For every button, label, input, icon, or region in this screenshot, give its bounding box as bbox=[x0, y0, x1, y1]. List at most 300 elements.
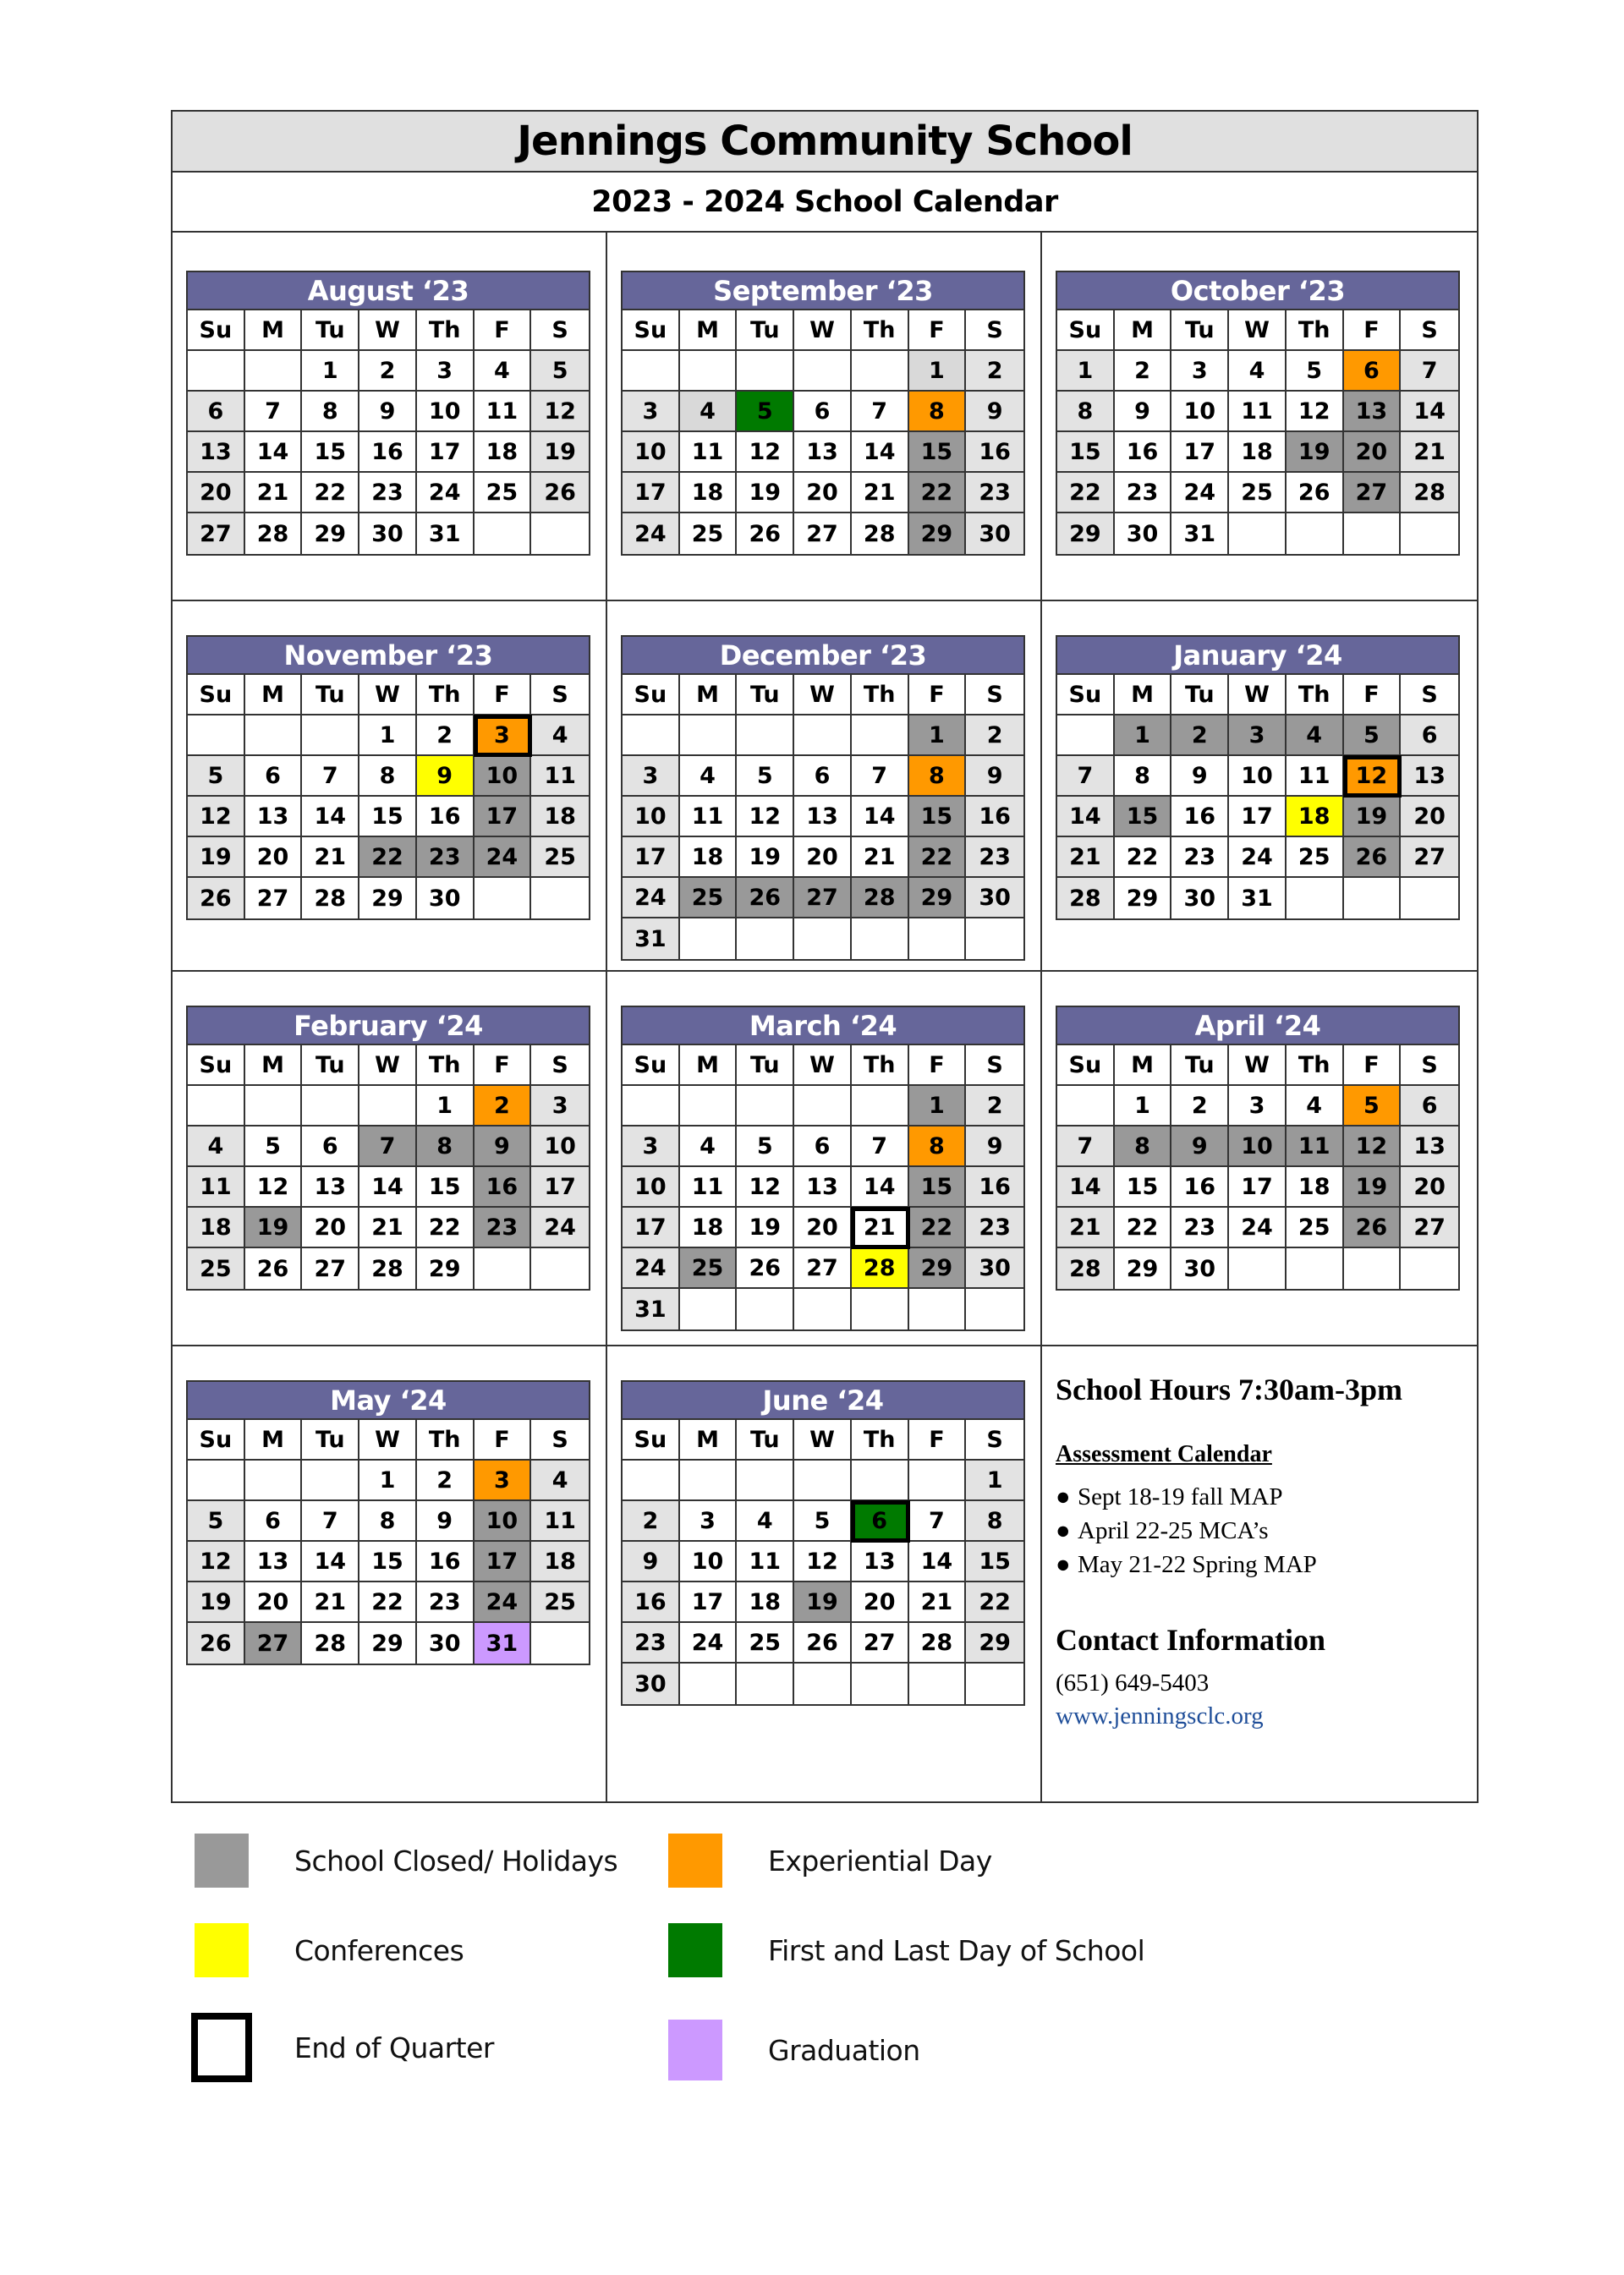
day-cell: 11 bbox=[680, 432, 738, 473]
day-cell: 16 bbox=[623, 1582, 680, 1623]
day-cell: 3 bbox=[1171, 351, 1229, 392]
empty-day-cell bbox=[737, 1086, 794, 1127]
day-cell: 1 bbox=[1115, 715, 1172, 756]
day-cell: 4 bbox=[475, 351, 532, 392]
weekday-header: Su bbox=[623, 310, 680, 351]
legend bbox=[195, 1834, 1210, 2087]
day-cell: 5 bbox=[188, 1501, 245, 1542]
weekday-header: M bbox=[1115, 310, 1172, 351]
day-cell: 27 bbox=[794, 1248, 852, 1289]
empty-day-cell bbox=[852, 351, 909, 392]
day-cell: 23 bbox=[966, 837, 1023, 878]
weekday-header: M bbox=[680, 1420, 738, 1461]
day-cell: 14 bbox=[852, 797, 909, 837]
day-cell: 26 bbox=[188, 878, 245, 918]
empty-day-cell bbox=[623, 351, 680, 392]
day-cell: 8 bbox=[417, 1127, 475, 1167]
day-grid bbox=[623, 310, 1023, 554]
day-cell: 10 bbox=[623, 797, 680, 837]
weekday-header: Tu bbox=[737, 1420, 794, 1461]
day-cell: 28 bbox=[852, 513, 909, 554]
day-cell: 13 bbox=[1401, 1127, 1458, 1167]
weekday-header: Th bbox=[417, 310, 475, 351]
day-cell: 12 bbox=[737, 432, 794, 473]
day-cell: 9 bbox=[359, 392, 417, 432]
day-cell: 24 bbox=[417, 473, 475, 513]
day-cell: 19 bbox=[737, 837, 794, 878]
day-cell: 29 bbox=[1115, 1248, 1172, 1289]
month-cell bbox=[173, 1346, 607, 1801]
day-cell: 30 bbox=[966, 878, 1023, 918]
day-cell: 27 bbox=[794, 513, 852, 554]
day-grid bbox=[1057, 1045, 1458, 1289]
empty-day-cell bbox=[852, 1086, 909, 1127]
day-cell: 14 bbox=[909, 1542, 967, 1582]
day-cell: 15 bbox=[909, 797, 967, 837]
empty-day-cell bbox=[1401, 878, 1458, 918]
weekday-header: Su bbox=[1057, 675, 1115, 715]
day-cell: 11 bbox=[680, 797, 738, 837]
day-cell: 6 bbox=[794, 1127, 852, 1167]
day-cell: 6 bbox=[1401, 1086, 1458, 1127]
month-cell bbox=[1042, 972, 1477, 1346]
day-cell: 3 bbox=[417, 351, 475, 392]
day-cell: 11 bbox=[1287, 756, 1344, 797]
day-cell: 21 bbox=[1401, 432, 1458, 473]
day-grid bbox=[623, 675, 1023, 959]
day-cell: 18 bbox=[1229, 432, 1287, 473]
day-cell: 1 bbox=[909, 351, 967, 392]
weekday-header: Th bbox=[852, 310, 909, 351]
day-cell: 10 bbox=[1229, 756, 1287, 797]
day-cell: 13 bbox=[1344, 392, 1402, 432]
weekday-header: Tu bbox=[302, 1420, 359, 1461]
day-cell: 22 bbox=[359, 1582, 417, 1623]
empty-day-cell bbox=[794, 351, 852, 392]
month-title: August ‘23 bbox=[188, 272, 589, 310]
weekday-header: F bbox=[475, 1045, 532, 1086]
day-cell: 8 bbox=[1115, 756, 1172, 797]
day-cell: 29 bbox=[1057, 513, 1115, 554]
day-cell: 3 bbox=[475, 715, 532, 756]
day-cell: 6 bbox=[1344, 351, 1402, 392]
day-cell: 12 bbox=[1287, 392, 1344, 432]
weekday-header: Tu bbox=[737, 310, 794, 351]
day-cell: 20 bbox=[188, 473, 245, 513]
month-title: May ‘24 bbox=[188, 1382, 589, 1420]
day-cell: 14 bbox=[852, 432, 909, 473]
weekday-header: W bbox=[794, 675, 852, 715]
empty-day-cell bbox=[1344, 878, 1402, 918]
weekday-header: Th bbox=[417, 1420, 475, 1461]
day-cell: 5 bbox=[737, 1127, 794, 1167]
day-cell: 29 bbox=[966, 1623, 1023, 1664]
day-cell: 5 bbox=[1344, 715, 1402, 756]
day-cell: 21 bbox=[359, 1208, 417, 1248]
day-cell: 15 bbox=[302, 432, 359, 473]
empty-day-cell bbox=[1229, 513, 1287, 554]
day-cell: 22 bbox=[417, 1208, 475, 1248]
weekday-header: Th bbox=[852, 675, 909, 715]
day-cell: 19 bbox=[737, 473, 794, 513]
day-cell: 8 bbox=[1115, 1127, 1172, 1167]
weekday-header: Su bbox=[623, 1045, 680, 1086]
day-cell: 3 bbox=[623, 1127, 680, 1167]
day-cell: 22 bbox=[966, 1582, 1023, 1623]
day-cell: 21 bbox=[1057, 837, 1115, 878]
day-cell: 18 bbox=[680, 1208, 738, 1248]
empty-day-cell bbox=[245, 1086, 303, 1127]
website-link[interactable]: www.jenningsclc.org bbox=[1056, 1702, 1264, 1730]
day-cell: 9 bbox=[475, 1127, 532, 1167]
weekday-header: F bbox=[1344, 1045, 1402, 1086]
weekday-header: M bbox=[680, 675, 738, 715]
weekday-header: M bbox=[245, 310, 303, 351]
day-cell: 1 bbox=[417, 1086, 475, 1127]
day-cell: 4 bbox=[188, 1127, 245, 1167]
empty-day-cell bbox=[852, 1461, 909, 1501]
weekday-header: Th bbox=[417, 1045, 475, 1086]
day-cell: 18 bbox=[188, 1208, 245, 1248]
day-cell: 20 bbox=[302, 1208, 359, 1248]
day-cell: 26 bbox=[1287, 473, 1344, 513]
empty-day-cell bbox=[302, 1086, 359, 1127]
day-cell: 5 bbox=[737, 756, 794, 797]
day-cell: 27 bbox=[794, 878, 852, 918]
day-cell: 26 bbox=[737, 513, 794, 554]
day-cell: 18 bbox=[1287, 797, 1344, 837]
day-grid bbox=[188, 310, 589, 554]
day-cell: 23 bbox=[417, 1582, 475, 1623]
day-cell: 28 bbox=[1057, 1248, 1115, 1289]
day-cell: 9 bbox=[1171, 1127, 1229, 1167]
empty-day-cell bbox=[1057, 715, 1115, 756]
day-cell: 16 bbox=[1115, 432, 1172, 473]
day-cell: 8 bbox=[359, 756, 417, 797]
day-cell: 12 bbox=[794, 1542, 852, 1582]
day-cell: 26 bbox=[245, 1248, 303, 1289]
day-cell: 27 bbox=[852, 1623, 909, 1664]
month-calendar bbox=[186, 635, 590, 920]
day-cell: 13 bbox=[852, 1542, 909, 1582]
day-cell: 6 bbox=[245, 756, 303, 797]
day-cell: 18 bbox=[531, 1542, 589, 1582]
day-cell: 8 bbox=[359, 1501, 417, 1542]
day-cell: 2 bbox=[475, 1086, 532, 1127]
day-cell: 13 bbox=[245, 797, 303, 837]
day-cell: 7 bbox=[852, 392, 909, 432]
day-cell: 2 bbox=[1171, 1086, 1229, 1127]
day-cell: 24 bbox=[531, 1208, 589, 1248]
weekday-header: S bbox=[966, 310, 1023, 351]
day-cell: 24 bbox=[1229, 1208, 1287, 1248]
day-cell: 23 bbox=[966, 473, 1023, 513]
day-cell: 21 bbox=[852, 1208, 909, 1248]
weekday-header: M bbox=[245, 1045, 303, 1086]
day-cell: 1 bbox=[909, 715, 967, 756]
empty-day-cell bbox=[737, 1664, 794, 1704]
empty-day-cell bbox=[623, 715, 680, 756]
day-cell: 4 bbox=[680, 1127, 738, 1167]
empty-day-cell bbox=[359, 1086, 417, 1127]
empty-day-cell bbox=[966, 918, 1023, 959]
month-title: March ‘24 bbox=[623, 1007, 1023, 1045]
weekday-header: M bbox=[245, 1420, 303, 1461]
weekday-header: Tu bbox=[1171, 310, 1229, 351]
weekday-header: W bbox=[359, 1420, 417, 1461]
day-cell: 14 bbox=[1057, 797, 1115, 837]
empty-day-cell bbox=[794, 715, 852, 756]
empty-day-cell bbox=[531, 1248, 589, 1289]
empty-day-cell bbox=[794, 1289, 852, 1329]
day-cell: 15 bbox=[966, 1542, 1023, 1582]
day-cell: 22 bbox=[1115, 837, 1172, 878]
contact-heading: Contact Information bbox=[1056, 1623, 1325, 1657]
empty-day-cell bbox=[852, 918, 909, 959]
day-cell: 6 bbox=[794, 392, 852, 432]
day-cell: 1 bbox=[359, 715, 417, 756]
empty-day-cell bbox=[1344, 513, 1402, 554]
day-cell: 1 bbox=[1115, 1086, 1172, 1127]
month-title: October ‘23 bbox=[1057, 272, 1458, 310]
day-cell: 9 bbox=[623, 1542, 680, 1582]
day-cell: 8 bbox=[302, 392, 359, 432]
day-cell: 12 bbox=[188, 1542, 245, 1582]
day-cell: 30 bbox=[359, 513, 417, 554]
empty-day-cell bbox=[1287, 513, 1344, 554]
empty-day-cell bbox=[1057, 1086, 1115, 1127]
weekday-header: F bbox=[475, 675, 532, 715]
day-cell: 16 bbox=[1171, 797, 1229, 837]
day-cell: 15 bbox=[909, 432, 967, 473]
day-cell: 26 bbox=[737, 1248, 794, 1289]
empty-day-cell bbox=[188, 1461, 245, 1501]
day-cell: 12 bbox=[1344, 1127, 1402, 1167]
day-cell: 16 bbox=[1171, 1167, 1229, 1208]
day-cell: 18 bbox=[680, 837, 738, 878]
day-cell: 20 bbox=[852, 1582, 909, 1623]
day-cell: 2 bbox=[1115, 351, 1172, 392]
day-cell: 17 bbox=[531, 1167, 589, 1208]
weekday-header: S bbox=[531, 1420, 589, 1461]
month-title: February ‘24 bbox=[188, 1007, 589, 1045]
day-cell: 12 bbox=[531, 392, 589, 432]
day-cell: 19 bbox=[1344, 1167, 1402, 1208]
day-cell: 15 bbox=[417, 1167, 475, 1208]
month-title: June ‘24 bbox=[623, 1382, 1023, 1420]
day-cell: 29 bbox=[909, 513, 967, 554]
weekday-header: F bbox=[909, 1045, 967, 1086]
day-cell: 6 bbox=[1401, 715, 1458, 756]
day-cell: 14 bbox=[359, 1167, 417, 1208]
weekday-header: S bbox=[531, 310, 589, 351]
day-cell: 27 bbox=[302, 1248, 359, 1289]
day-cell: 17 bbox=[417, 432, 475, 473]
day-cell: 13 bbox=[794, 432, 852, 473]
day-cell: 13 bbox=[794, 1167, 852, 1208]
day-cell: 24 bbox=[475, 1582, 532, 1623]
empty-day-cell bbox=[302, 1461, 359, 1501]
empty-day-cell bbox=[475, 513, 532, 554]
weekday-header: W bbox=[794, 310, 852, 351]
day-cell: 7 bbox=[909, 1501, 967, 1542]
day-cell: 20 bbox=[1401, 797, 1458, 837]
day-cell: 10 bbox=[417, 392, 475, 432]
day-cell: 21 bbox=[852, 473, 909, 513]
weekday-header: Tu bbox=[302, 310, 359, 351]
day-cell: 28 bbox=[909, 1623, 967, 1664]
empty-day-cell bbox=[680, 351, 738, 392]
day-cell: 11 bbox=[531, 1501, 589, 1542]
weekday-header: Tu bbox=[737, 675, 794, 715]
month-title: April ‘24 bbox=[1057, 1007, 1458, 1045]
weekday-header: W bbox=[359, 310, 417, 351]
day-cell: 7 bbox=[302, 756, 359, 797]
day-cell: 3 bbox=[623, 392, 680, 432]
day-cell: 7 bbox=[1057, 756, 1115, 797]
legend-item-first-last-day: First and Last Day of School bbox=[668, 1923, 1144, 1977]
day-cell: 31 bbox=[623, 1289, 680, 1329]
day-cell: 30 bbox=[417, 1623, 475, 1664]
day-cell: 11 bbox=[188, 1167, 245, 1208]
empty-day-cell bbox=[623, 1086, 680, 1127]
empty-day-cell bbox=[680, 1664, 738, 1704]
assessment-list bbox=[1056, 1480, 1402, 1582]
day-cell: 16 bbox=[966, 1167, 1023, 1208]
empty-day-cell bbox=[737, 351, 794, 392]
day-cell: 27 bbox=[188, 513, 245, 554]
legend-item-end-of-quarter: End of Quarter bbox=[191, 2013, 494, 2082]
day-cell: 10 bbox=[475, 756, 532, 797]
weekday-header: S bbox=[966, 1420, 1023, 1461]
day-cell: 27 bbox=[1401, 837, 1458, 878]
day-cell: 16 bbox=[417, 797, 475, 837]
day-cell: 22 bbox=[359, 837, 417, 878]
empty-day-cell bbox=[852, 1664, 909, 1704]
day-cell: 7 bbox=[1401, 351, 1458, 392]
day-cell: 2 bbox=[417, 1461, 475, 1501]
weekday-header: Th bbox=[1287, 1045, 1344, 1086]
day-cell: 20 bbox=[794, 473, 852, 513]
day-cell: 11 bbox=[1229, 392, 1287, 432]
day-cell: 6 bbox=[852, 1501, 909, 1542]
day-cell: 28 bbox=[245, 513, 303, 554]
month-cell bbox=[1042, 233, 1477, 601]
day-cell: 1 bbox=[359, 1461, 417, 1501]
day-cell: 7 bbox=[245, 392, 303, 432]
outline-box-icon bbox=[191, 2013, 252, 2082]
empty-day-cell bbox=[909, 1664, 967, 1704]
day-cell: 27 bbox=[245, 1623, 303, 1664]
info-panel bbox=[1056, 1372, 1402, 1730]
day-cell: 3 bbox=[531, 1086, 589, 1127]
day-cell: 27 bbox=[1344, 473, 1402, 513]
day-cell: 30 bbox=[417, 878, 475, 918]
empty-day-cell bbox=[623, 1461, 680, 1501]
day-cell: 26 bbox=[1344, 837, 1402, 878]
day-cell: 24 bbox=[680, 1623, 738, 1664]
assessment-item: ● Sept 18-19 fall MAP bbox=[1056, 1480, 1402, 1514]
weekday-header: F bbox=[909, 310, 967, 351]
day-cell: 8 bbox=[1057, 392, 1115, 432]
day-cell: 13 bbox=[188, 432, 245, 473]
day-cell: 24 bbox=[1229, 837, 1287, 878]
day-cell: 11 bbox=[531, 756, 589, 797]
day-cell: 16 bbox=[966, 432, 1023, 473]
day-cell: 19 bbox=[188, 1582, 245, 1623]
empty-day-cell bbox=[794, 1664, 852, 1704]
day-cell: 30 bbox=[1115, 513, 1172, 554]
day-cell: 5 bbox=[531, 351, 589, 392]
day-cell: 2 bbox=[966, 1086, 1023, 1127]
day-cell: 22 bbox=[909, 1208, 967, 1248]
day-cell: 27 bbox=[1401, 1208, 1458, 1248]
day-cell: 23 bbox=[417, 837, 475, 878]
empty-day-cell bbox=[1229, 1248, 1287, 1289]
month-title: January ‘24 bbox=[1057, 637, 1458, 675]
day-cell: 17 bbox=[1229, 797, 1287, 837]
weekday-header: F bbox=[475, 310, 532, 351]
empty-day-cell bbox=[475, 1248, 532, 1289]
day-cell: 9 bbox=[1171, 756, 1229, 797]
legend-item-graduation: Graduation bbox=[668, 2020, 920, 2080]
weekday-header: Tu bbox=[737, 1045, 794, 1086]
gray-swatch-icon bbox=[195, 1834, 249, 1888]
weekday-header: S bbox=[531, 1045, 589, 1086]
day-cell: 29 bbox=[359, 1623, 417, 1664]
day-cell: 17 bbox=[623, 473, 680, 513]
weekday-header: W bbox=[1229, 310, 1287, 351]
empty-day-cell bbox=[794, 1461, 852, 1501]
assessment-item: ● April 22-25 MCA’s bbox=[1056, 1514, 1402, 1548]
day-cell: 28 bbox=[359, 1248, 417, 1289]
day-cell: 18 bbox=[680, 473, 738, 513]
day-cell: 31 bbox=[475, 1623, 532, 1664]
day-cell: 14 bbox=[1401, 392, 1458, 432]
empty-day-cell bbox=[188, 1086, 245, 1127]
day-cell: 20 bbox=[245, 837, 303, 878]
day-cell: 30 bbox=[623, 1664, 680, 1704]
day-cell: 21 bbox=[909, 1582, 967, 1623]
day-cell: 31 bbox=[1229, 878, 1287, 918]
day-cell: 31 bbox=[623, 918, 680, 959]
day-cell: 21 bbox=[852, 837, 909, 878]
empty-day-cell bbox=[966, 1289, 1023, 1329]
month-calendar bbox=[621, 1380, 1025, 1706]
month-title: December ‘23 bbox=[623, 637, 1023, 675]
day-cell: 29 bbox=[302, 513, 359, 554]
weekday-header: W bbox=[1229, 1045, 1287, 1086]
day-cell: 4 bbox=[1287, 1086, 1344, 1127]
weekday-header: Th bbox=[1287, 675, 1344, 715]
weekday-header: W bbox=[359, 675, 417, 715]
day-cell: 6 bbox=[245, 1501, 303, 1542]
day-cell: 16 bbox=[966, 797, 1023, 837]
day-cell: 28 bbox=[852, 878, 909, 918]
day-cell: 4 bbox=[531, 1461, 589, 1501]
day-cell: 23 bbox=[1171, 1208, 1229, 1248]
day-cell: 10 bbox=[531, 1127, 589, 1167]
yellow-swatch-icon bbox=[195, 1923, 249, 1977]
day-cell: 21 bbox=[245, 473, 303, 513]
day-cell: 5 bbox=[1344, 1086, 1402, 1127]
weekday-header: F bbox=[1344, 310, 1402, 351]
day-cell: 5 bbox=[737, 392, 794, 432]
month-calendar bbox=[621, 635, 1025, 961]
weekday-header: S bbox=[1401, 1045, 1458, 1086]
empty-day-cell bbox=[188, 715, 245, 756]
day-cell: 8 bbox=[909, 392, 967, 432]
